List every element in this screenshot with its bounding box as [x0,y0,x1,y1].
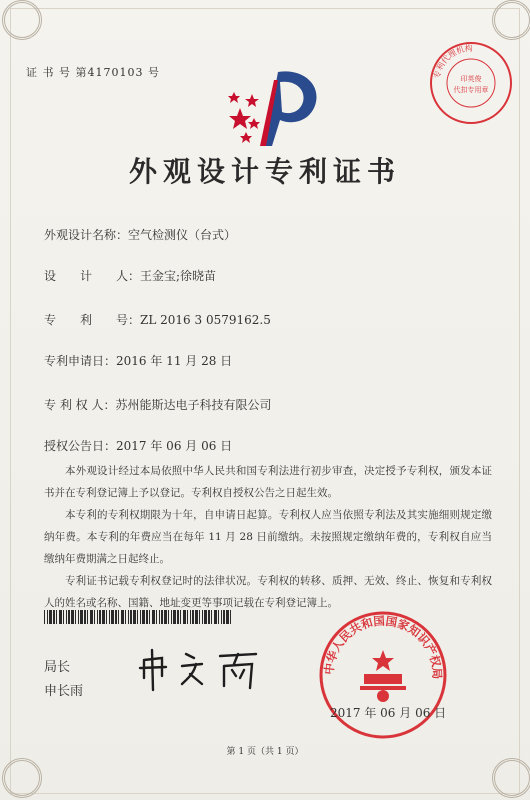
page-footer: 第 1 页（共 1 页） [226,747,304,757]
corner-ornament [492,0,530,40]
barcode-bar [173,610,176,624]
field-design-name [44,226,236,243]
barcode-bar [214,610,217,624]
barcode-bar [111,610,114,624]
barcode-bar [94,610,95,624]
field-designer [44,267,216,284]
barcode-bar [121,610,124,624]
barcode-bar [133,610,136,624]
field-value: 王金宝;徐晓苗 [140,269,217,283]
certificate-number: 证 书 号 第4170103 号 [26,66,160,79]
barcode-bar [156,610,157,624]
barcode-bar [118,610,119,624]
barcode-bar [226,610,229,624]
barcode-bar [208,610,210,624]
barcode-bar [97,610,98,624]
barcode-bar [142,610,145,624]
svg-text:中华人民共和国国家知识产权局 [322,614,444,680]
barcode-bar [78,610,79,624]
barcode-bar [47,610,48,624]
field-label: 设 计 人： [44,269,141,283]
barcode-bar [195,610,198,624]
barcode-bar [204,610,207,624]
field-label: 专 利 权 人： [44,398,116,412]
field-value: 2017 年 06 月 06 日 [116,439,233,453]
barcode-bar [87,610,88,624]
field-grant-date [44,437,232,454]
director-name: 申长雨 [44,684,84,699]
barcode-bar [190,610,191,624]
barcode-bar [56,610,57,624]
barcode-bar [211,610,212,624]
barcode-bar [161,610,163,624]
barcode-bar [128,610,129,624]
field-value: 2016 年 11 月 28 日 [116,354,233,368]
seal-date: 2017 年 06 月 06 日 [330,706,447,720]
barcode-bar [49,610,52,624]
director-title: 局长 [44,660,71,675]
stamp-ring-text: 专利代理机构 [432,43,473,80]
barcode-bar [109,610,110,624]
body-paragraph: 专利证书记载专利权登记时的法律状况。专利权的转移、质押、无效、终止、恢复和专利权人的姓名或名称、国籍、地址变更等事项记载在专利登记簿上。 [44,575,492,609]
barcode-bar [146,610,148,624]
cnipa-logo-icon [220,60,330,150]
body-paragraph: 本专利的专利权期限为十年，自申请日起算。专利权人应当依照专利法及其实施细则规定缴纳年费。本专利的年费应当在每年 11 月 28 日前缴纳。未按照规定缴纳年费的，专利权自应当缴纳年费期满之日起终止。 [44,509,492,565]
barcode-bar [149,610,150,624]
barcode-bar [177,610,179,624]
barcode-bar [102,610,105,624]
corner-ornament [2,758,42,798]
barcode-icon [44,610,234,624]
handwritten-signature [136,644,266,694]
barcode-bar [140,610,141,624]
barcode-bar [221,610,222,624]
barcode-bar [223,610,225,624]
corner-ornament [492,758,530,798]
barcode-bar [152,610,155,624]
agency-stamp [428,40,514,126]
barcode-bar [115,610,117,624]
barcode-bar [168,610,169,624]
barcode-bar [53,610,55,624]
barcode-bar [125,610,126,624]
certificate-body [44,460,492,614]
barcode-bar [218,610,219,624]
barcode-bar [66,610,67,624]
barcode-bar [159,610,160,624]
barcode-bar [230,610,231,624]
barcode-bar [137,610,138,624]
corner-ornament [2,0,42,40]
body-paragraph: 本外观设计经过本局依照中华人民共和国专利法进行初步审查，决定授予专利权，颁发本证书并在专利登记簿上予以登记。专利权自授权公告之日起生效。 [44,465,492,499]
barcode-bar [171,610,172,624]
stamp-center-line2: 代扣专用章 [453,86,489,94]
stamp-center-line1: 印英俊 [460,75,482,83]
field-value: ZL 2016 3 0579162.5 [140,313,271,327]
barcode-bar [84,610,86,624]
field-label: 外观设计名称： [44,228,129,242]
barcode-bar [90,610,93,624]
barcode-bar [75,610,76,624]
field-filing-date [44,352,232,369]
field-label: 专利申请日： [44,354,117,368]
field-patentee [44,396,271,413]
barcode-bar [68,610,70,624]
barcode-bar [180,610,181,624]
page-title: 外观设计专利证书 [128,155,401,188]
barcode-bar [164,610,167,624]
field-label: 专 利 号： [44,313,141,327]
field-label: 授权公告日： [44,439,117,453]
barcode-bar [99,610,101,624]
barcode-bar [187,610,188,624]
field-patent-no [44,311,271,328]
barcode-bar [202,610,203,624]
barcode-bar [59,610,62,624]
barcode-bar [183,610,186,624]
barcode-bar [130,610,132,624]
field-value: 苏州能斯达电子科技有限公司 [115,398,272,412]
barcode-bar [80,610,83,624]
field-value: 空气检测仪（台式） [128,228,237,242]
barcode-bar [63,610,64,624]
barcode-bar [199,610,200,624]
barcode-bar [192,610,194,624]
barcode-bar [71,610,74,624]
barcode-bar [106,610,107,624]
barcode-bar [44,610,45,624]
seal-ring-text: 中华人民共和国国家知识产权局 [321,613,445,680]
